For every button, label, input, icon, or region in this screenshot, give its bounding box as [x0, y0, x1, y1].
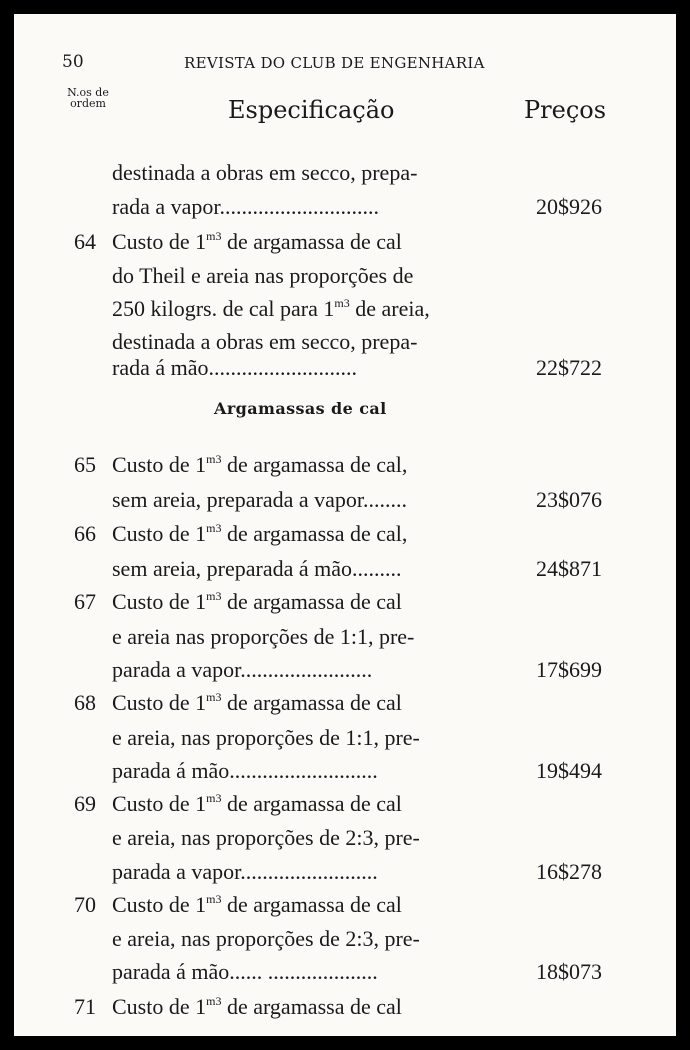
column-header-nos-de-ordem: N.os de ordem — [67, 86, 109, 110]
price-value: 19$494 — [536, 758, 602, 783]
specification-line: 250 kilogrs. de cal para $1^{m3}$ de areia, — [112, 296, 430, 321]
specification-line: Custo de $1^{m3}$ de argamassa de cal, — [112, 521, 408, 546]
specification-line: parada a vapor........................ — [112, 657, 373, 682]
price-value: 17$699 — [536, 657, 602, 682]
specification-line: rada a vapor............................. — [112, 194, 379, 219]
item-number: 65 — [74, 452, 96, 477]
document-page — [14, 14, 676, 1036]
item-number: 68 — [74, 690, 96, 715]
specification-line: Custo de $1^{m3}$ de argamassa de cal — [112, 892, 402, 917]
specification-line: destinada a obras em secco, prepa- — [112, 329, 418, 354]
specification-line: sem areia, preparada á mão......... — [112, 556, 402, 581]
column-header-precos: Preços — [524, 96, 607, 124]
specification-line: Custo de $1^{m3}$ de argamassa de cal — [112, 791, 402, 816]
specification-line: Custo de $1^{m3}$ de argamassa de cal, — [112, 452, 408, 477]
section-title: Argamassas de cal — [214, 399, 387, 418]
specification-line: e areia, nas proporções de 2:3, pre- — [112, 825, 420, 850]
price-value: 24$871 — [536, 556, 602, 581]
page-number: 50 — [62, 52, 84, 72]
specification-line: Custo de $1^{m3}$ de argamassa de cal — [112, 589, 402, 614]
specification-line: parada á mão...... .................... — [112, 959, 378, 984]
item-number: 70 — [74, 892, 96, 917]
price-value: 20$926 — [536, 194, 602, 219]
price-value: 23$076 — [536, 487, 602, 512]
price-value: 18$073 — [536, 959, 602, 984]
specification-line: e areia, nas proporções de 1:1, pre- — [112, 725, 420, 750]
item-number: 67 — [74, 589, 96, 614]
item-number: 66 — [74, 521, 96, 546]
item-number: 69 — [74, 791, 96, 816]
price-value: 22$722 — [536, 355, 602, 380]
specification-line: rada á mão........................... — [112, 355, 357, 380]
specification-line: destinada a obras em secco, prepa- — [112, 160, 418, 185]
specification-line: Custo de $1^{m3}$ de argamassa de cal — [112, 229, 402, 254]
specification-line: Custo de $1^{m3}$ de argamassa de cal — [112, 690, 402, 715]
specification-line: parada a vapor......................... — [112, 859, 378, 884]
price-value: 16$278 — [536, 859, 602, 884]
specification-line: e areia, nas proporções de 2:3, pre- — [112, 926, 420, 951]
running-title: REVISTA DO CLUB DE ENGENHARIA — [184, 54, 485, 72]
specification-line: Custo de $1^{m3}$ de argamassa de cal — [112, 994, 402, 1019]
item-number: 71 — [74, 994, 96, 1019]
specification-line: do Theil e areia nas proporções de — [112, 263, 414, 288]
column-header-especificacao: Especificação — [228, 96, 395, 124]
specification-line: e areia nas proporções de 1:1, pre- — [112, 624, 415, 649]
specification-line: sem areia, preparada a vapor........ — [112, 487, 408, 512]
specification-line: parada á mão........................... — [112, 758, 378, 783]
item-number: 64 — [74, 229, 96, 254]
